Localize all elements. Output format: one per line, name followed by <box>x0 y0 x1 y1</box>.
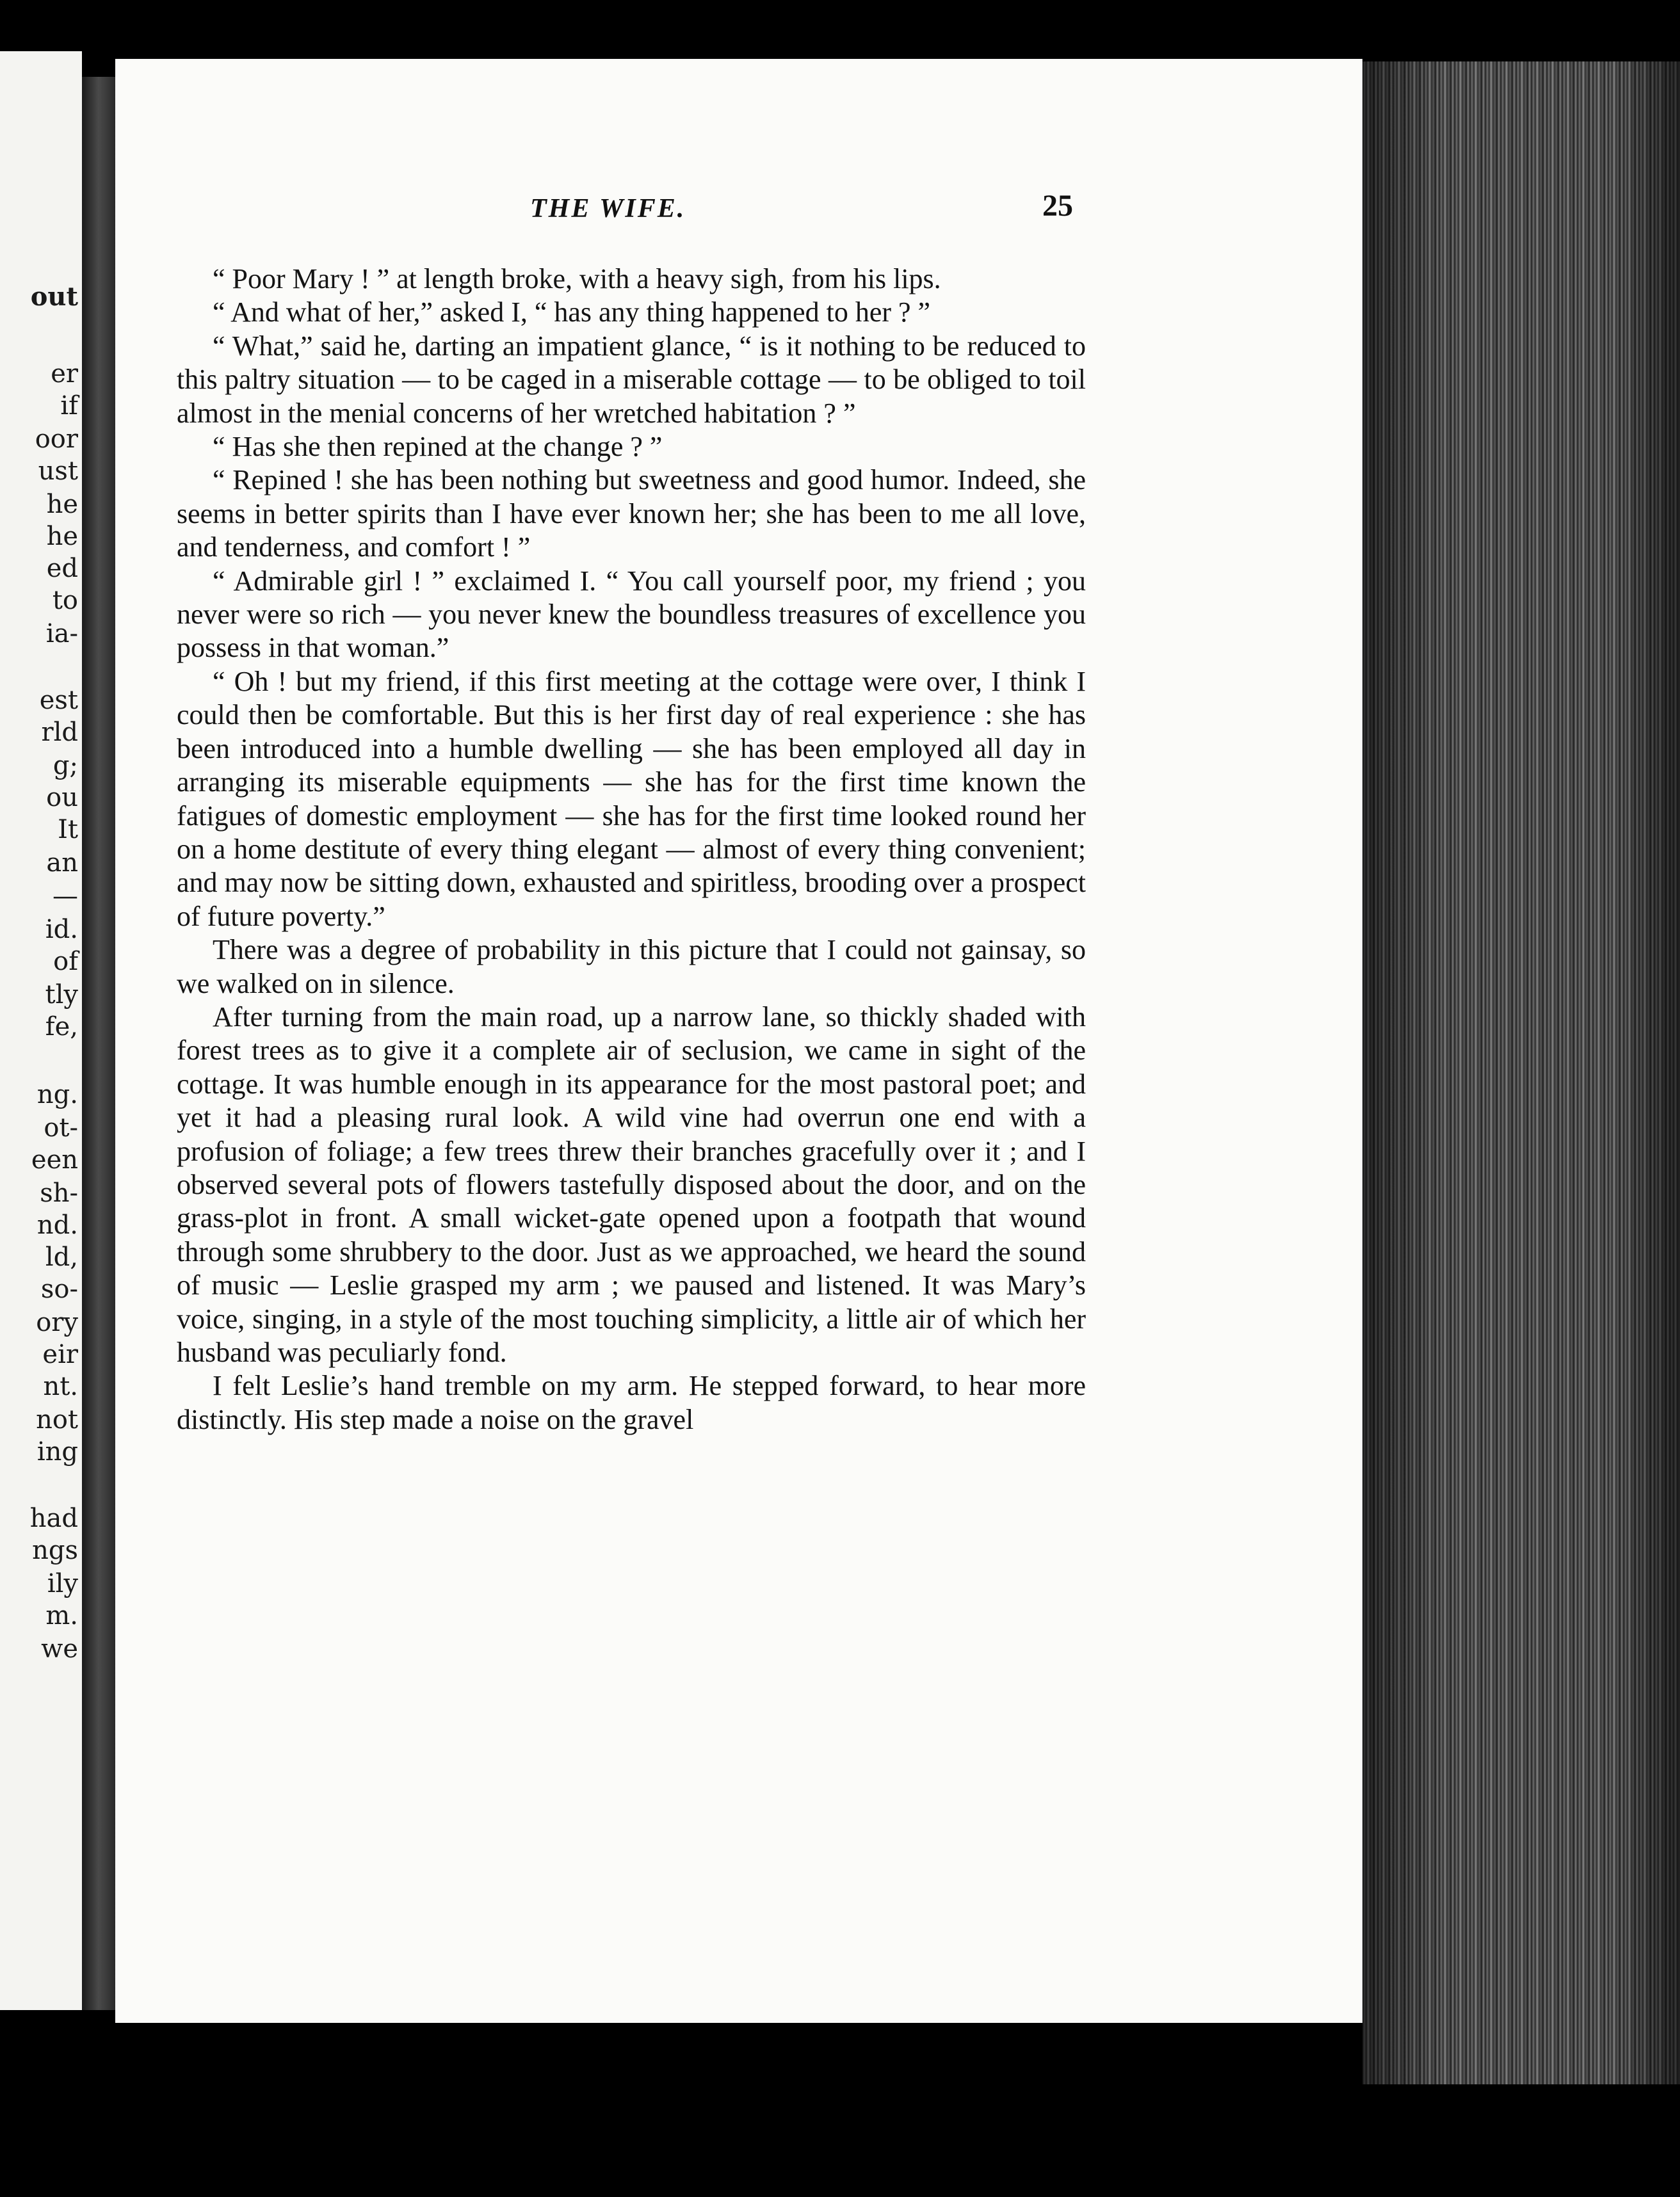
previous-page-fragment: rld <box>41 718 78 747</box>
previous-page-fragment: m. <box>45 1601 78 1630</box>
previous-page-fragment: ou <box>46 783 78 812</box>
previous-page-fragment: if <box>60 391 78 421</box>
paragraph: “ And what of her,” asked I, “ has any thing happened to her ? ” <box>213 296 931 328</box>
paragraph: “ Repined ! she has been nothing but sweetness and good humor. Indeed, she seems in better spirits than I have ever known her; she has been to me all love, and tenderness, and comfort ! ” <box>177 464 1086 563</box>
previous-page-fragment: he <box>46 490 78 519</box>
fore-edge-shadow <box>1362 61 1680 2084</box>
paragraph: “ Poor Mary ! ” at length broke, with a heavy sigh, from his lips. <box>213 263 941 294</box>
previous-page-fragment: er <box>51 359 78 389</box>
previous-page-fragment: nt. <box>43 1372 78 1401</box>
previous-page-fragment: ot- <box>44 1113 78 1143</box>
previous-page-fragment: It <box>58 815 78 844</box>
previous-page-fragment: ngs <box>32 1536 78 1565</box>
previous-page-fragment: ed <box>46 554 78 583</box>
book-page <box>115 59 1362 2023</box>
previous-page-fragment: sh- <box>40 1179 78 1208</box>
page-header <box>115 189 1362 238</box>
paragraph: After turning from the main road, up a narrow lane, so thickly shaded with forest trees as to give it a complete air of seclusion, we came in sight of the cottage. It was humble enough in its appearance for the most pastoral poet; and yet it had a pleasing rural look. A wild vine had overrun one end with a profusion of foliage; a few trees threw their branches gracefully over it ; and I observed several pots of flowers tastefully disposed about the door, and on the grass-plot in front. A small wicket-gate opened upon a footpath that wound through some shrubbery to the door. Just as we approached, we heard the sound of music — Leslie grasped my arm ; we paused and listened. It was Mary’s voice, singing, in a style of the most touching simplicity, a little air of which her husband was peculiarly fond. <box>177 1001 1086 1368</box>
previous-page-fragment: id. <box>45 915 78 944</box>
previous-page-fragment: est <box>39 686 78 715</box>
previous-page-fragment: he <box>46 522 78 551</box>
previous-page-fragment: not <box>36 1405 78 1435</box>
previous-page-fragment: eir <box>42 1340 78 1369</box>
paragraph: “ Admirable girl ! ” exclaimed I. “ You call yourself poor, my friend ; you never were so rich — you never knew the boundless treasures of excellence you possess in that woman.” <box>177 565 1086 664</box>
paragraph: There was a degree of probability in this picture that I could not gainsay, so we walked on in silence. <box>177 934 1086 999</box>
previous-page-fragment: — <box>52 881 78 911</box>
previous-page-fragment: fe, <box>45 1012 78 1042</box>
previous-page-fragment: so- <box>40 1275 78 1304</box>
previous-page-fragment: ily <box>47 1569 78 1598</box>
previous-page-fragment: nd. <box>36 1211 78 1240</box>
previous-page-fragment: g; <box>52 751 78 780</box>
previous-page-fragment: ing <box>36 1437 78 1467</box>
previous-page-fragment: we <box>41 1634 78 1664</box>
previous-page-fragment: out <box>30 282 78 312</box>
previous-page-fragment: ory <box>36 1308 78 1337</box>
previous-page-fragment: ng. <box>36 1080 78 1109</box>
previous-page-fragment: of <box>53 947 78 976</box>
previous-page-edge <box>0 51 82 2010</box>
paragraph: “ Has she then repined at the change ? ” <box>213 431 663 463</box>
previous-page-fragment: ia- <box>45 619 78 648</box>
running-head: THE WIFE. <box>530 194 686 223</box>
body-text <box>177 262 1086 1436</box>
page-number: 25 <box>1042 189 1073 223</box>
paragraph: “ What,” said he, darting an impatient glance, “ is it nothing to be reduced to this paltry situation — to be caged in a miserable cottage — to be obliged to toil almost in the menial concerns of her wretched habitation ? ” <box>177 330 1086 429</box>
previous-page-fragment: had <box>29 1504 78 1533</box>
paragraph: “ Oh ! but my friend, if this first meeting at the cottage were over, I think I could then be comfortable. But this is her first day of real experience : she has been introduced into a humble dwelling — she has been employed all day in arranging its miserable equipments — she has for the first time known the fatigues of domestic employment — she has for the first time looked round her on a home destitute of every thing elegant — almost of every thing convenient; and may now be sitting down, exhausted and spiritless, brooding over a prospect of future poverty.” <box>177 665 1086 932</box>
previous-page-fragment: ld, <box>45 1243 78 1272</box>
previous-page-fragment: een <box>31 1145 78 1175</box>
previous-page-fragment: ust <box>38 456 78 486</box>
previous-page-fragment: tly <box>45 980 78 1010</box>
paragraph: I felt Leslie’s hand tremble on my arm. He stepped forward, to hear more distinctly. His step made a noise on the gravel <box>177 1370 1086 1435</box>
book-gutter <box>82 77 115 2010</box>
previous-page-fragment: an <box>46 848 78 878</box>
previous-page-fragment: oor <box>35 424 78 454</box>
previous-page-fragment: to <box>52 586 78 615</box>
